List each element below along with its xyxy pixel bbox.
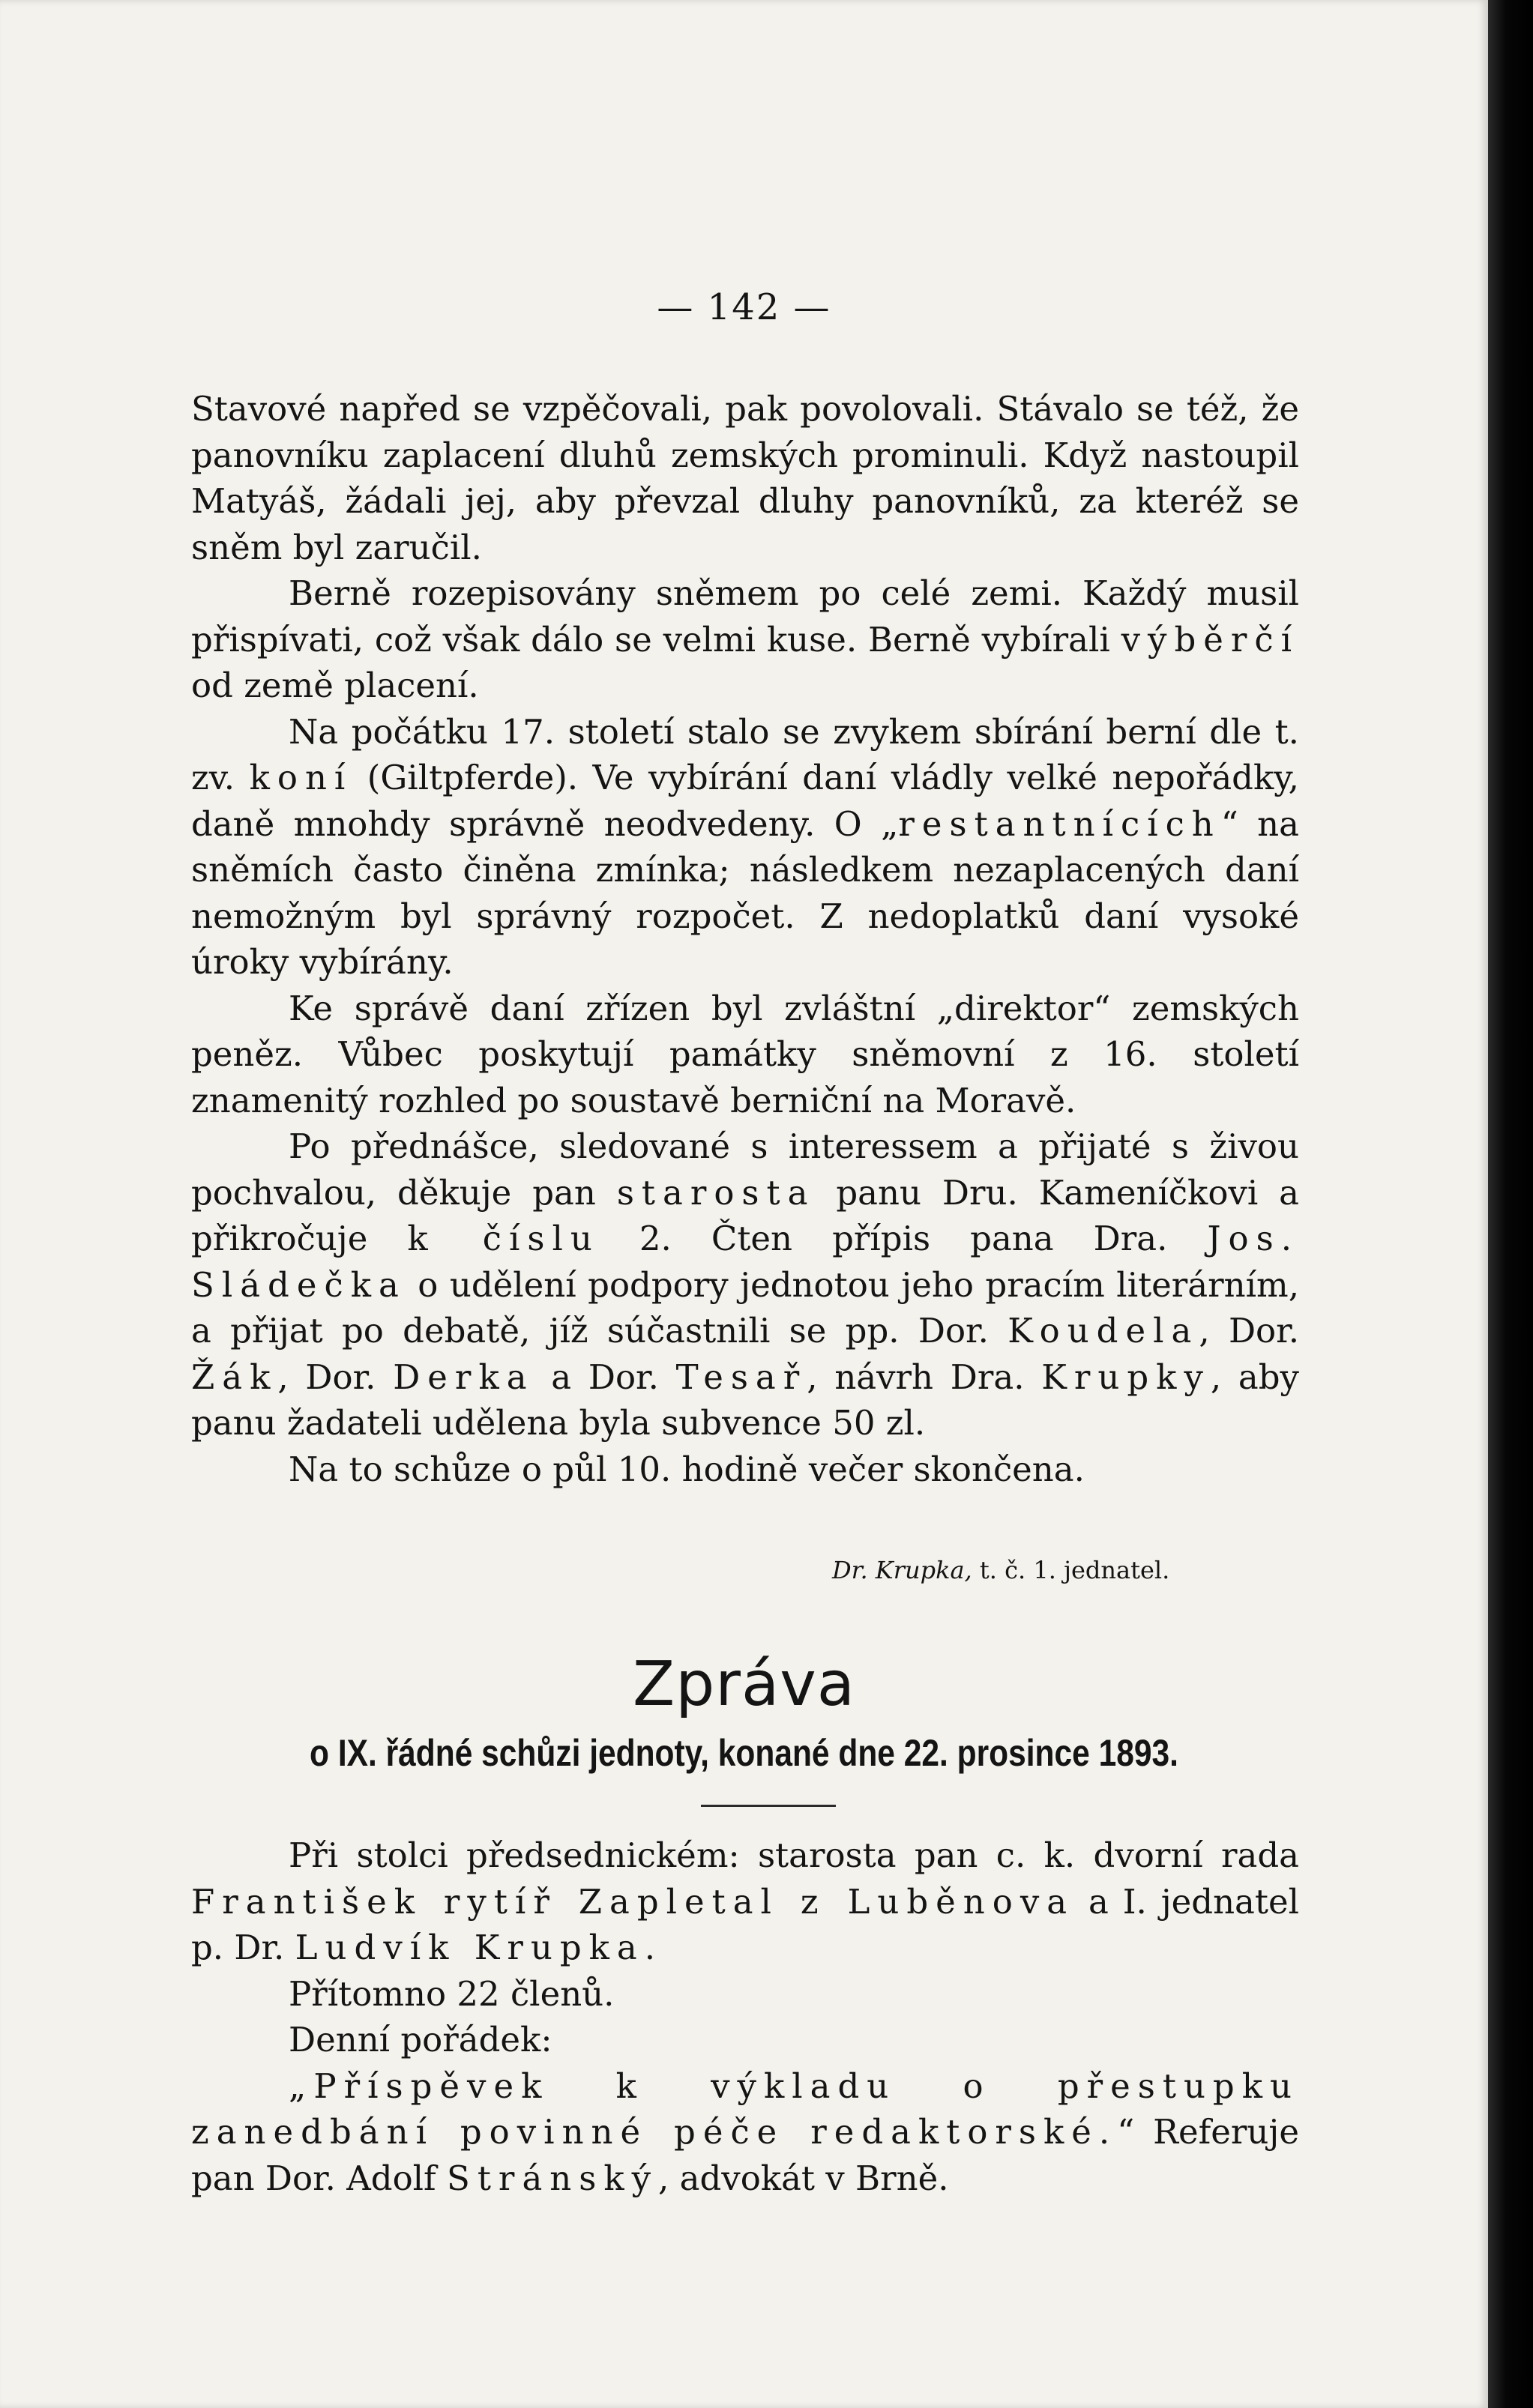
text-run: Na to schůze o půl 10. hodině večer skončena. bbox=[289, 1449, 1085, 1489]
text-run: . bbox=[644, 1928, 656, 1967]
text-run: Po přednášce, sledované s interessem a přijaté s živou pochvalou, děkuje pan bbox=[191, 1126, 1299, 1213]
text-run: , Dor. bbox=[277, 1357, 394, 1397]
report-subtitle: o IX. řádné schůzi jednoty, konané dne 22. prosince 1893. bbox=[310, 1732, 1178, 1774]
text-run: o udělení podpory jednotou jeho pracím literárním, a přijat po debatě, jíž súčastnili se pp. Dor. bbox=[191, 1264, 1299, 1351]
signature-line bbox=[832, 1555, 1169, 1585]
text-run: Ke správě daní zřízen byl zvláštní „direktor“ zemských peněz. Vůbec poskytují památky sněmovní z 16. století znamenitý rozhled po soustavě berniční na Moravě. bbox=[191, 988, 1299, 1120]
paragraph bbox=[191, 570, 1299, 709]
text-run: Přítomno 22 členů. bbox=[289, 1973, 615, 2014]
text-run: Denní pořádek: bbox=[289, 2020, 552, 2060]
text-run: od země placení. bbox=[191, 666, 479, 705]
spaced-name: k číslu bbox=[407, 1219, 600, 1258]
paragraph bbox=[191, 709, 1299, 986]
paragraph bbox=[191, 1832, 1299, 1971]
spaced-name: Ludvík Krupka bbox=[295, 1928, 645, 1967]
scan-edge bbox=[1488, 0, 1533, 2408]
paragraph bbox=[191, 2017, 1299, 2063]
text-run: , návrh Dra. bbox=[807, 1357, 1042, 1397]
page-number: — 142 — bbox=[657, 286, 831, 328]
text-run: Berně rozepisovány sněmem po celé zemi. Každý musil přispívati, což však dálo se velmi kuse. Berně vybírali bbox=[191, 573, 1299, 660]
spaced-name: „Příspěvek k výkladu o přestupku zanedbání povinné péče redaktorské. bbox=[191, 2065, 1299, 2152]
spaced-name: Koudela bbox=[1008, 1311, 1199, 1351]
text-run: “ Referuje pan Dor. Adolf bbox=[191, 2112, 1300, 2198]
spaced-name: výběrčí bbox=[1121, 619, 1299, 660]
signatory-role: t. č. 1. jednatel. bbox=[979, 1556, 1170, 1584]
paragraph bbox=[191, 986, 1299, 1124]
text-run: panu Dru. Kameníčkovi a přikročuje bbox=[191, 1172, 1299, 1258]
spaced-name: koní bbox=[249, 758, 353, 797]
text-run: a Dor. bbox=[534, 1357, 676, 1397]
spaced-name: restantnících bbox=[898, 803, 1221, 844]
text-run: Stavové napřed se vzpěčovali, pak povolovali. Stávalo se též, že panovníku zaplacení dluhů zemských prominuli. Když nastoupil Matyáš, žádali jej, aby převzal dluhy panovníků, za kteréž se sněm byl zaručil. bbox=[191, 389, 1299, 567]
report-body-text bbox=[191, 1832, 1299, 2201]
paragraph bbox=[191, 386, 1299, 570]
text-run: (Giltpferde). Ve vybírání daní vládly velké nepořádky, daně mnohdy správně neodvedeny. O „ bbox=[191, 758, 1299, 844]
text-run: Při stolci předsednickém: starosta pan c. k. dvorní rada bbox=[289, 1835, 1299, 1875]
spaced-name: Jos. Sládečka bbox=[191, 1219, 1299, 1305]
text-run: 2. Čten přípis pana Dra. bbox=[599, 1219, 1208, 1258]
spaced-name: Derka bbox=[393, 1357, 534, 1397]
spaced-name: Krupky bbox=[1041, 1357, 1211, 1397]
spaced-name: František rytíř Zapletal z Luběnova bbox=[191, 1881, 1075, 1922]
spaced-name: Žák bbox=[191, 1357, 278, 1397]
text-run: “ na sněmích často činěna zmínka; následkem nezaplacených daní nemožným byl správný rozpočet. Z nedoplatků daní vysoké úroky vybírány. bbox=[191, 803, 1299, 982]
text-run: Na počátku 17. století stalo se zvykem sbírání berní dle t. zv. bbox=[191, 711, 1299, 797]
paragraph bbox=[191, 1123, 1299, 1446]
spaced-name: Stránský bbox=[447, 2158, 659, 2198]
spaced-name: starosta bbox=[616, 1172, 816, 1213]
minutes-body-text bbox=[191, 386, 1299, 1492]
paragraph bbox=[191, 2063, 1299, 2202]
text-run: , advokát v Brně. bbox=[658, 2158, 949, 2198]
report-title: Zpráva bbox=[633, 1649, 855, 1720]
text-run: a I. jednatel p. Dr. bbox=[191, 1881, 1299, 1967]
signatory-name: Dr. Krupka, bbox=[832, 1556, 972, 1584]
section-divider bbox=[701, 1805, 836, 1807]
paragraph bbox=[191, 1971, 1299, 2018]
paragraph bbox=[191, 1446, 1299, 1493]
text-run: , Dor. bbox=[1199, 1311, 1299, 1351]
spaced-name: Tesař bbox=[675, 1357, 807, 1397]
text-run: , aby panu žadateli udělena byla subvence 50 zl. bbox=[191, 1357, 1299, 1443]
